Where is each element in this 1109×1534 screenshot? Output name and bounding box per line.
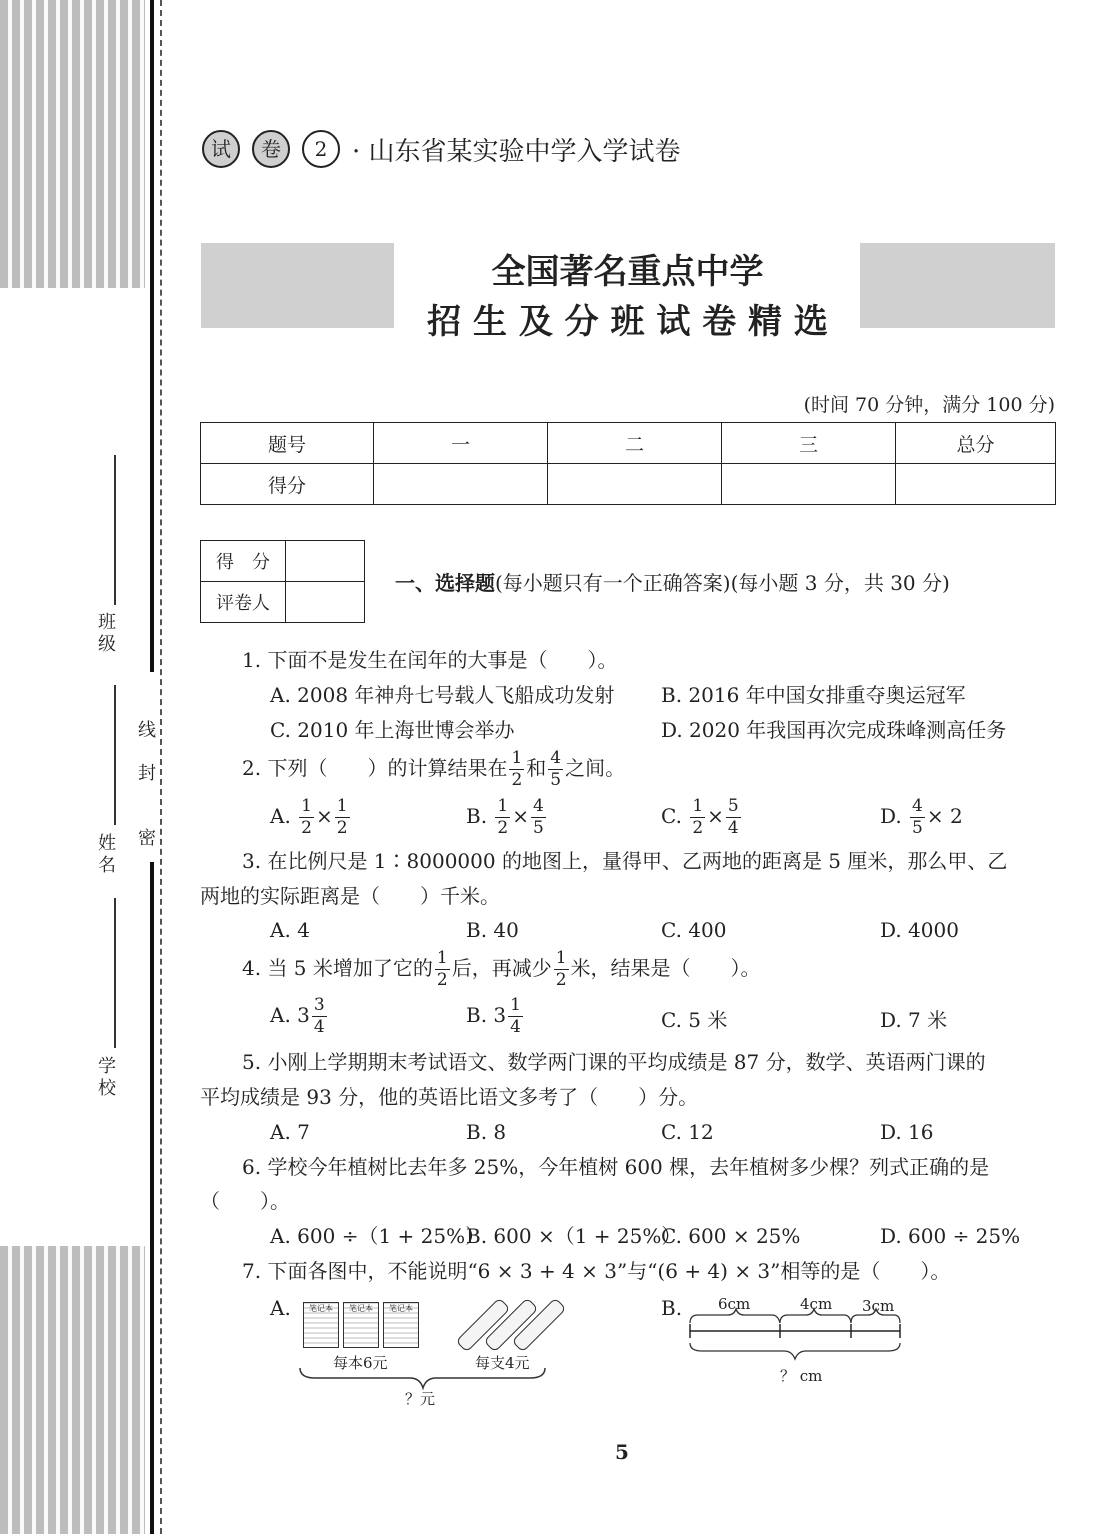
banner-line2: 招 生 及 分 班 试 卷 精 选: [427, 302, 828, 342]
header-cell: 一: [374, 423, 548, 464]
header-cell: 二: [548, 423, 722, 464]
q5-line2: 平均成绩是 93 分，他的英语比语文多考了（ ）分。: [200, 1085, 699, 1109]
q7-figure-a: [295, 1298, 565, 1408]
grader-score-cell[interactable]: [286, 541, 365, 582]
fraction: $\frac{1}{2}$: [511, 748, 523, 790]
notebook-icon: 笔记本: [303, 1302, 339, 1348]
q6-option-d[interactable]: D. 600 ÷ 25%: [880, 1224, 1021, 1248]
name-label: 姓名: [95, 833, 116, 877]
q5-line1: 5. 小刚上学期期末考试语文、数学两门课的平均成绩是 87 分，数学、英语两门课的: [242, 1050, 986, 1074]
q6-option-a[interactable]: A. 600 ÷（1 + 25%）: [270, 1224, 486, 1248]
section-heading: [395, 571, 950, 595]
q7-option-a-label[interactable]: A.: [270, 1296, 291, 1320]
q1-option-a[interactable]: A. 2008 年神舟七号载人飞船成功发射: [270, 683, 615, 707]
row-label: 得分: [201, 464, 374, 505]
q1-stem: 1. 下面不是发生在闰年的大事是（ ）。: [242, 648, 618, 672]
q1-option-d[interactable]: D. 2020 年我国再次完成珠峰测高任务: [661, 718, 1007, 742]
q7-option-b-label[interactable]: B.: [661, 1296, 683, 1320]
header-cell: 三: [722, 423, 896, 464]
q2-option-b[interactable]: B. $\frac{1}{2}$ × $\frac{4}{5}$: [466, 796, 544, 838]
time-note: (时间 70 分钟，满分 100 分): [803, 394, 1055, 416]
score-cell[interactable]: [374, 464, 548, 505]
fraction: $\frac{1}{2}$: [555, 948, 567, 990]
q3-option-c[interactable]: C. 400: [661, 918, 727, 942]
q4-option-d[interactable]: D. 7 米: [880, 1008, 948, 1032]
grader-box: [200, 540, 365, 623]
q6-line1: 6. 学校今年植树比去年多 25%，今年植树 600 棵，去年植树多少棵？列式正确的是: [242, 1155, 990, 1179]
q2-option-d[interactable]: D. $\frac{4}{5}$ × 2: [880, 796, 963, 838]
q3-line1: 3. 在比例尺是 1∶8000000 的地图上，量得甲、乙两地的距离是 5 厘米，那么甲、乙: [242, 849, 1008, 873]
header-cell: 题号: [201, 423, 374, 464]
q2-stem: [242, 750, 625, 789]
grader-name-label: 评卷人: [201, 582, 286, 623]
q7-stem: 7. 下面各图中，不能说明“6 × 3 + 4 × 3”与“(6 + 4) × 3”相等的是（ ）。: [242, 1259, 951, 1283]
a-caption-pen: 每支4元: [475, 1354, 530, 1372]
q4-option-a[interactable]: A. 3 $\frac{3}{4}$: [270, 995, 325, 1037]
page-number: 5: [615, 1440, 629, 1464]
class-blank: [114, 455, 116, 605]
banner-line1: 全国著名重点中学: [491, 252, 764, 292]
grader-name-cell[interactable]: [286, 582, 365, 623]
q3-option-b[interactable]: B. 40: [466, 918, 519, 942]
margin-strip-top: [0, 0, 145, 288]
q7-figure-b: [688, 1293, 908, 1388]
q5-option-b[interactable]: B. 8: [466, 1120, 507, 1144]
q2-stem-pre: 2. 下列（ ）的计算结果在: [242, 756, 508, 780]
q5-option-c[interactable]: C. 12: [661, 1120, 714, 1144]
q2-stem-mid: 和: [526, 756, 547, 780]
score-cell[interactable]: [722, 464, 896, 505]
badge-juan: 卷: [252, 130, 290, 168]
q6-line2: （ ）。: [200, 1189, 290, 1213]
exam-header: [202, 130, 681, 168]
q6-option-c[interactable]: C. 600 × 25%: [661, 1224, 801, 1248]
score-cell[interactable]: [896, 464, 1056, 505]
a-caption-book: 每本6元: [333, 1354, 388, 1372]
notebook-icon: 笔记本: [343, 1302, 379, 1348]
seg-label-6cm: 6cm: [718, 1295, 751, 1313]
badge-shi: 试: [202, 130, 240, 168]
q5-option-a[interactable]: A. 7: [270, 1120, 310, 1144]
seal-line-bottom: [150, 862, 154, 1534]
seal-char-secret: 密: [135, 828, 156, 850]
q3-option-d[interactable]: D. 4000: [880, 918, 959, 942]
seal-char-seal: 封: [135, 763, 156, 785]
q2-stem-post: 之间。: [565, 756, 626, 780]
banner-right-block: [860, 243, 1055, 328]
q6-option-b[interactable]: B. 600 ×（1 + 25%）: [466, 1224, 682, 1248]
b-total: ？ cm: [780, 1367, 823, 1385]
q2-option-c[interactable]: C. $\frac{1}{2}$ × $\frac{5}{4}$: [661, 796, 739, 838]
fraction: $\frac{4}{5}$: [550, 748, 562, 790]
q1-option-b[interactable]: B. 2016 年中国女排重夺奥运冠军: [661, 683, 966, 707]
q4-option-b[interactable]: B. 3 $\frac{1}{4}$: [466, 995, 521, 1037]
q4-stem: 4. 当 5 米增加了它的 $\frac{1}{2}$ 后，再减少 $\frac{1}{2}$ 米，结果是（ ）。: [242, 948, 761, 990]
section-note: (每小题只有一个正确答案)(每小题 3 分，共 30 分): [495, 571, 950, 595]
section-title: 一、选择题: [395, 571, 495, 595]
seal-line-top: [150, 0, 154, 672]
school-blank: [114, 898, 116, 1048]
q2-option-a[interactable]: A. $\frac{1}{2}$ × $\frac{1}{2}$: [270, 796, 348, 838]
q1-option-c[interactable]: C. 2010 年上海世博会举办: [270, 718, 515, 742]
header-cell: 总分: [896, 423, 1056, 464]
seal-char-line: 线: [135, 720, 156, 742]
q5-option-d[interactable]: D. 16: [880, 1120, 934, 1144]
name-blank: [114, 685, 116, 825]
seg-label-4cm: 4cm: [800, 1295, 833, 1313]
notebook-icon: 笔记本: [383, 1302, 419, 1348]
q3-option-a[interactable]: A. 4: [270, 918, 310, 942]
score-table: [200, 422, 1056, 505]
exam-title: · 山东省某实验中学入学试卷: [352, 136, 681, 167]
banner-left-block: [201, 243, 394, 328]
a-total: ？元: [405, 1390, 436, 1408]
q3-line2: 两地的实际距离是（ ）千米。: [200, 884, 500, 908]
seg-label-3cm: 3cm: [862, 1297, 895, 1315]
fraction: $\frac{1}{2}$: [436, 948, 448, 990]
class-label: 班级: [95, 612, 116, 656]
grader-score-label: 得 分: [201, 541, 286, 582]
cut-line-outer: [160, 0, 162, 1534]
margin-strip-bottom: [0, 1246, 145, 1534]
school-label: 学校: [95, 1056, 116, 1100]
badge-number: 2: [302, 130, 340, 168]
score-cell[interactable]: [548, 464, 722, 505]
q4-option-c[interactable]: C. 5 米: [661, 1008, 728, 1032]
